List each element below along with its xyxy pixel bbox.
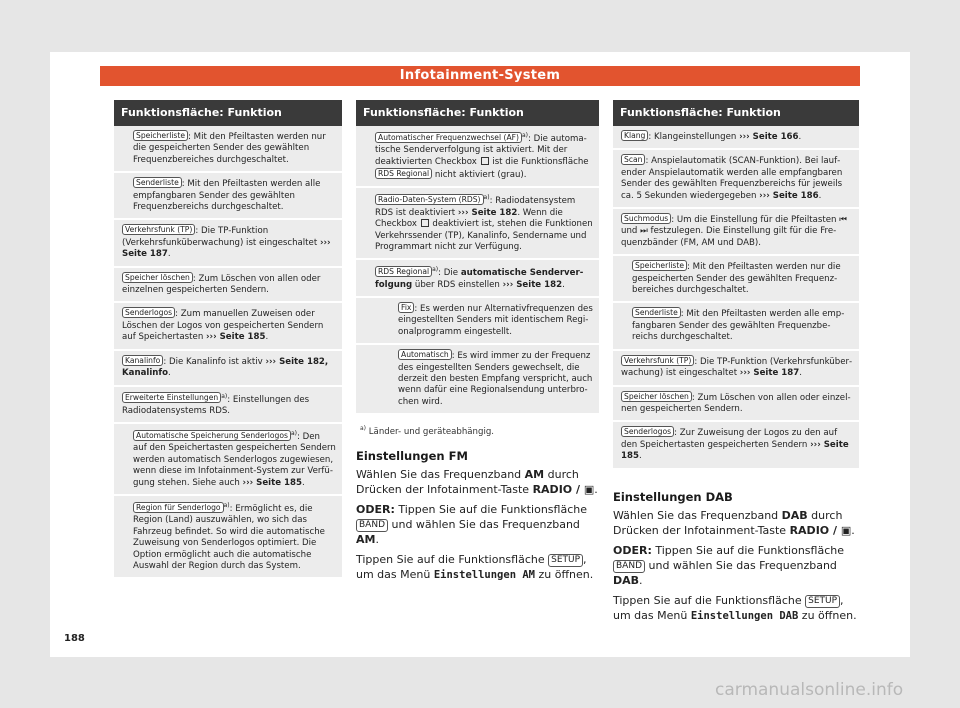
table-row: Speicherliste : Mit den Pfeiltasten werden nur die gespeicherten Sender des gewählten Frequenzbereiches durchgeschaltet. [613, 256, 859, 303]
function-button: Kanalinfo [122, 355, 163, 366]
table-header: Funktionsfläche: Funktion [356, 100, 599, 126]
function-button: Senderliste [632, 307, 681, 318]
watermark: carmanualsonline.info [715, 680, 904, 700]
band-button: BAND [356, 519, 388, 532]
table-row: Fix : Es werden nur Alternativfrequenzen des eingestellten Senders mit identischem Regionalprogramm eingestellt. [356, 298, 599, 345]
function-button: Automatische Speicherung Senderlogos [133, 430, 291, 441]
page-number: 188 [64, 633, 85, 644]
function-button: Region für Senderlogo [133, 502, 224, 513]
function-button: Speicherliste [133, 130, 188, 141]
table-row: Scan : Anspielautomatik (SCAN-Funktion). Bei laufender Anspielautomatik werden alle empfangbaren Sender des gewählten Frequenzbereichs für jeweils ca. 5 Sekunden wiedergegeben ››› Seite 186. [613, 150, 859, 209]
menu-name: Einstellungen AM [433, 569, 535, 582]
paragraph: Wählen Sie das Frequenzband AM durch Drücken der Infotainment-Taste RADIO / ▣. [356, 468, 598, 497]
table-row: Automatischer Frequenzwechsel (AF) $^{a)}$: Die automatische Senderverfolgung ist aktiviert. Mit der deaktivierten Checkbox ist die Funktionsfläche RDS Regional nicht aktiviert (grau). [356, 126, 599, 188]
table-row: Senderlogos : Zum manuellen Zuweisen oder Löschen der Logos von gespeicherten Sendern auf Speichertasten ››› Seite 185. [114, 303, 342, 350]
function-button: Verkehrsfunk (TP) [621, 355, 694, 366]
page-reference: ››› Seite 185 [621, 439, 849, 462]
footnote: $^{a)}$ Länder- und geräteabhängig. [360, 425, 495, 438]
function-button: Erweiterte Einstellungen [122, 392, 221, 403]
chapter-header: Infotainment-System [100, 66, 860, 86]
table-row: Region für Senderlogo $^{a)}$: Ermöglicht es, die Region (Land) auszuwählen, wo sich das Fahrzeug befindet. So wird die automatische Zuweisung von Senderlogos optimiert. Die Option ermöglicht auch die automatische Auswahl der Region durch das System. [114, 496, 342, 579]
table-row: Automatisch : Es wird immer zu der Frequenz des eingestellten Senders gewechselt, die derzeit den besten Empfang verspricht, auch wenn dafür eine Regionalsendung unterbrochen wird. [356, 345, 599, 415]
paragraph: Wählen Sie das Frequenzband DAB durch Drücken der Infotainment-Taste RADIO / ▣. [613, 508, 855, 537]
function-button: RDS Regional [375, 266, 432, 277]
table-row: Speicherliste : Mit den Pfeiltasten werden nur die gespeicherten Sender des gewählten Frequenzbereiches durchgeschaltet. [114, 126, 342, 173]
page-reference: ››› Seite 187 [739, 368, 800, 379]
section-title: Einstellungen DAB [613, 489, 733, 504]
table-header: Funktionsfläche: Funktion [114, 100, 342, 126]
radio-key: RADIO / ▣ [789, 523, 852, 537]
table-row: Erweiterte Einstellungen $^{a)}$: Einstellungen des Radiodatensystems RDS. [114, 387, 342, 425]
table-row: Radio-Daten-System (RDS) $^{a)}$: Radiodatensystem RDS ist deaktiviert ››› Seite 182. Wenn die Checkbox deaktiviert ist, stehen die Funktionen Verkehrssender (TP), Kanalinfo, Sendername und Programmart nicht zur Verfügung. [356, 188, 599, 260]
column-2 [356, 100, 599, 588]
band-button: BAND [613, 560, 645, 573]
table-row: Automatische Speicherung Senderlogos $^{a)}$: Den auf den Speichertasten gespeicherten Sendern werden automatisch Senderlogos zugewiesen, wenn diese im Infotainment-System zur Verfügung stehen. Siehe auch ››› Seite 185. [114, 424, 342, 496]
function-button: Senderliste [133, 177, 182, 188]
paragraph: ODER: Tippen Sie auf die Funktionsfläche BAND und wählen Sie das Frequenzband AM. [356, 503, 587, 547]
checkbox-icon [421, 219, 429, 227]
table-row: Speicher löschen : Zum Löschen von allen oder einzelnen gespeicherten Sendern. [114, 268, 342, 304]
column-1 [114, 100, 342, 579]
paragraph: ODER: Tippen Sie auf die Funktionsfläche BAND und wählen Sie das Frequenzband DAB. [613, 543, 844, 587]
table-row: Verkehrsfunk (TP) : Die TP-Funktion (Verkehrsfunküberwachung) ist eingeschaltet ››› Seite 187. [613, 351, 859, 387]
table-row: Suchmodus : Um die Einstellung für die Pfeiltasten ⏮ und ⏭ festzulegen. Die Einstellung gilt für die Frequenzbänder (FM, AM und DAB). [613, 209, 859, 256]
setup-button: SETUP [805, 595, 840, 608]
function-button: Suchmodus [621, 213, 671, 224]
function-button: Klang [621, 130, 648, 141]
table-row: Verkehrsfunk (TP) : Die TP-Funktion (Verkehrsfunküberwachung) ist eingeschaltet ››› Seite 187. [114, 220, 342, 267]
function-button: Radio-Daten-System (RDS) [375, 194, 484, 205]
table-row: Kanalinfo : Die Kanalinfo ist aktiv ››› Seite 182, Kanalinfo. [114, 351, 342, 387]
page-reference: ››› Seite 185 [206, 332, 266, 343]
function-button: Automatischer Frequenzwechsel (AF) [375, 132, 522, 143]
menu-name: Einstellungen DAB [690, 609, 799, 622]
function-button: Automatisch [398, 349, 452, 360]
table-row: Senderlogos : Zur Zuweisung der Logos zu den auf den Speichertasten gespeicherten Sendern ››› Seite 185. [613, 422, 859, 469]
radio-key: RADIO / ▣ [532, 483, 595, 497]
table-row: Senderliste : Mit den Pfeiltasten werden alle empfangbaren Sender des gewählten Frequenzbereichs durchgeschaltet. [613, 303, 859, 350]
setup-button: SETUP [548, 554, 583, 567]
table-row: RDS Regional $^{a)}$: Die automatische Senderverfolgung über RDS einstellen ››› Seite 182. [356, 260, 599, 298]
function-button: RDS Regional [375, 168, 432, 179]
function-button: Speicher löschen [122, 272, 193, 283]
page-reference: ››› Seite 186 [759, 190, 819, 201]
page-reference: ››› Seite 182 [457, 207, 518, 218]
function-button: Verkehrsfunk (TP) [122, 224, 195, 235]
function-button: Senderlogos [621, 426, 674, 437]
page-reference: ››› Seite 187 [122, 237, 331, 260]
column-3 [613, 100, 859, 629]
page-reference: ››› Seite 182, Kanalinfo [122, 356, 329, 379]
table-row: Klang : Klangeinstellungen ››› Seite 166. [613, 126, 859, 150]
paragraph: Tippen Sie auf die Funktionsfläche SETUP , um das Menü Einstellungen AM zu öffnen. [356, 553, 594, 582]
function-button: Speicher löschen [621, 391, 692, 402]
checkbox-icon [481, 157, 489, 165]
function-button: Scan [621, 154, 645, 165]
section-title: Einstellungen FM [356, 449, 468, 464]
page-reference: ››› Seite 185 [242, 477, 302, 488]
paragraph: Tippen Sie auf die Funktionsfläche SETUP , um das Menü Einstellungen DAB zu öffnen. [613, 593, 857, 622]
table-row: Senderliste : Mit den Pfeiltasten werden alle empfangbaren Sender des gewählten Frequenzbereichs durchgeschaltet. [114, 173, 342, 220]
table-header: Funktionsfläche: Funktion [613, 100, 859, 126]
page-reference: ››› Seite 182 [502, 279, 563, 290]
function-button: Senderlogos [122, 307, 175, 318]
function-button: Speicherliste [632, 260, 687, 271]
table-row: Speicher löschen : Zum Löschen von allen oder einzelnen gespeicherten Sendern. [613, 387, 859, 423]
page-reference: ››› Seite 166 [739, 132, 799, 142]
function-button: Fix [398, 302, 414, 313]
